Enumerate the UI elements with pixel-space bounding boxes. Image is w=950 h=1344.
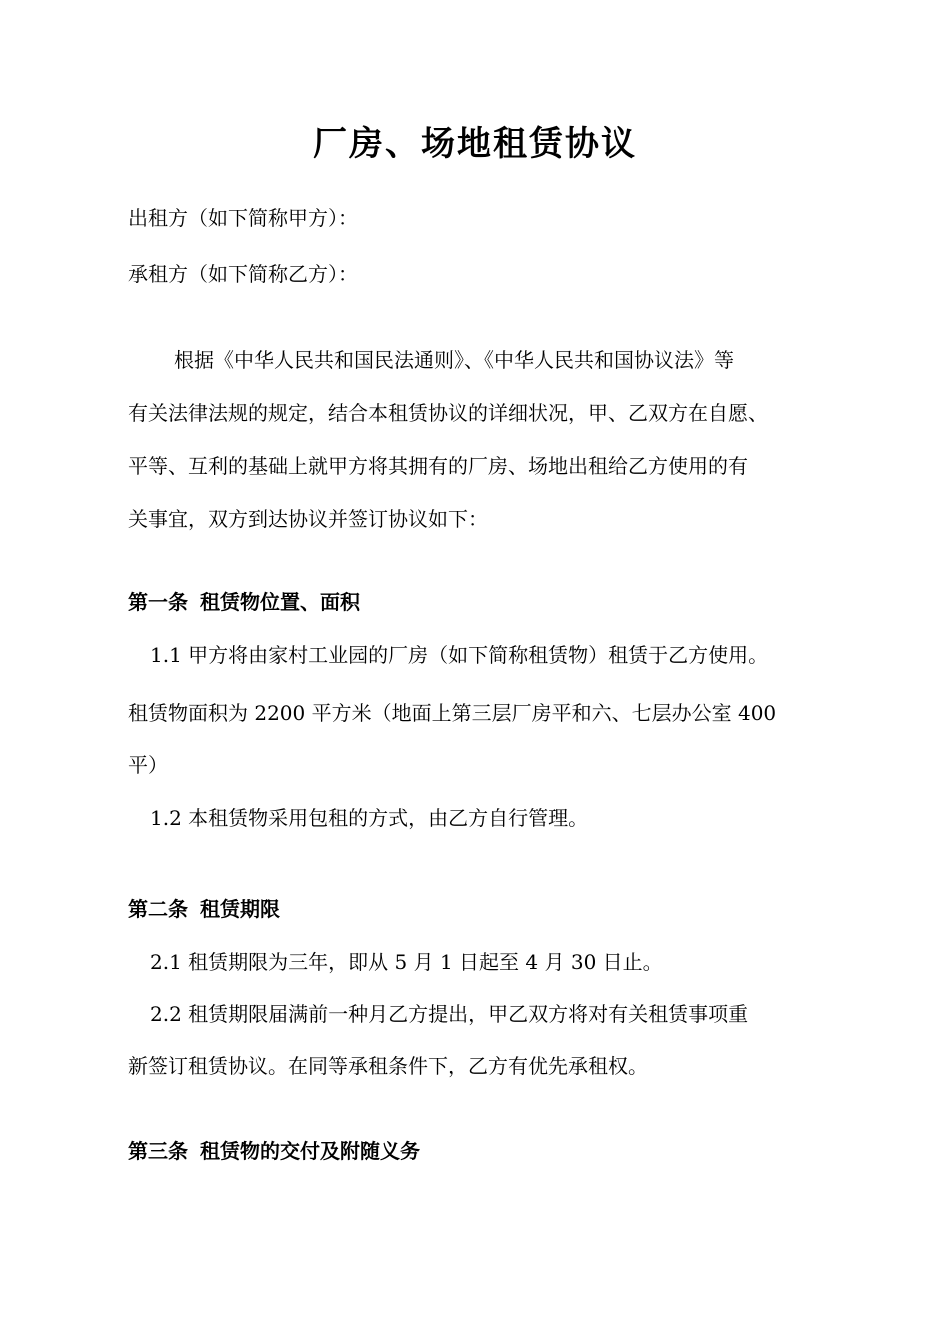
preamble-line: 有关法律法规的规定，结合本租赁协议的详细状况，甲、乙双方在自愿、 [128,401,768,425]
article-line: 平） [128,753,168,777]
article-number: 第二条 [128,897,188,921]
preamble-line: 根据《中华人民共和国民法通则》、《中华人民共和国协议法》等 [174,348,734,372]
article-line: 租赁物面积为 2200 平方米（地面上第三层厂房平和六、七层办公室 400 [128,701,777,725]
article-line: 2.2 租赁期限届满前一种月乙方提出，甲乙双方将对有关租赁事项重 [150,1002,749,1026]
article-2-heading [128,896,280,922]
article-number: 第一条 [128,590,188,614]
lessee-line: 承租方（如下简称乙方）： [128,262,358,286]
article-3-heading [128,1138,420,1164]
document-title: 厂房、场地租赁协议 [313,124,637,164]
preamble-line: 平等、互利的基础上就甲方将其拥有的厂房、场地出租给乙方使用的有 [128,454,748,478]
article-line: 1.2 本租赁物采用包租的方式，由乙方自行管理。 [150,806,589,830]
article-title: 租赁物的交付及附随义务 [200,1139,420,1163]
lessor-line: 出租方（如下简称甲方）： [128,206,358,230]
article-title: 租赁期限 [200,897,280,921]
article-line: 1.1 甲方将由家村工业园的厂房（如下简称租赁物）租赁于乙方使用。 [150,643,769,667]
article-line: 新签订租赁协议。在同等承租条件下，乙方有优先承租权。 [128,1054,648,1078]
article-1-heading [128,589,360,615]
article-title: 租赁物位置、面积 [200,590,360,614]
article-line: 2.1 租赁期限为三年，即从 5 月 1 日起至 4 月 30 日止。 [150,950,663,974]
article-number: 第三条 [128,1139,188,1163]
preamble-line: 关事宜，双方到达协议并签订协议如下： [128,507,488,531]
